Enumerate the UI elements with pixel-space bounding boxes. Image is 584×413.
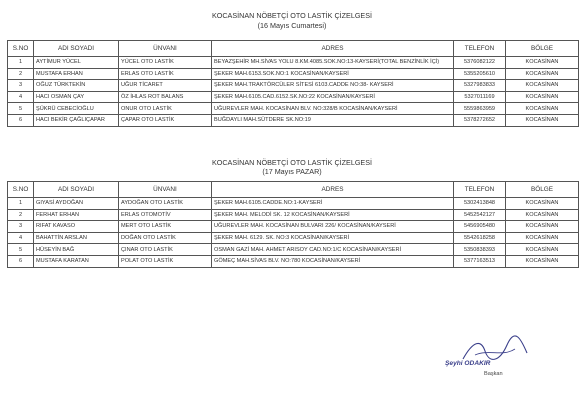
cell-title: POLAT OTO LASTİK: [119, 255, 212, 267]
cell-sno: 5: [8, 244, 34, 256]
cell-title: AYDOĞAN OTO LASTİK: [119, 198, 212, 210]
cell-region: KOCASİNAN: [506, 244, 579, 256]
cell-name: ŞÜKRÜ CEBECİOĞLU: [34, 103, 119, 115]
cell-phone: 5376082122: [454, 57, 506, 69]
table-row: [8, 232, 579, 244]
cell-phone: 5302413848: [454, 198, 506, 210]
cell-region: KOCASİNAN: [506, 68, 579, 80]
table-row: [8, 80, 579, 92]
column-header-sno: S.NO: [8, 41, 34, 57]
column-header-region: BÖLGE: [506, 182, 579, 198]
column-header-phone: TELEFON: [454, 182, 506, 198]
section-2-subtitle: (17 Mayıs PAZAR): [262, 167, 322, 176]
signature-role: Başkan: [484, 371, 503, 377]
cell-address: ŞEKER MAH.6153.SOK.NO:1 KOCASİNAN/KAYSERİ: [212, 68, 454, 80]
table-row: [8, 114, 579, 126]
cell-address: ŞEKER MAH.TRAKTÖRCÜLER SİTESİ 6103.CADDE NO:38- KAYSERİ: [212, 80, 454, 92]
cell-sno: 4: [8, 232, 34, 244]
cell-sno: 2: [8, 209, 34, 221]
cell-region: KOCASİNAN: [506, 221, 579, 233]
cell-sno: 6: [8, 114, 34, 126]
cell-phone: 5542618258: [454, 232, 506, 244]
column-header-address: ADRES: [212, 182, 454, 198]
cell-phone: 5327983833: [454, 80, 506, 92]
column-header-address: ADRES: [212, 41, 454, 57]
cell-title: ÇINAR OTO LASTİK: [119, 244, 212, 256]
cell-title: ERLAS OTO LASTİK: [119, 68, 212, 80]
cell-title: ÇAPAR OTO LASTİK: [119, 114, 212, 126]
cell-title: ÖZ İHLAS ROT BALANS: [119, 91, 212, 103]
cell-region: KOCASİNAN: [506, 91, 579, 103]
cell-address: BUĞDAYLI MAH.SÜTDERE SK.NO:19: [212, 114, 454, 126]
column-header-title: ÜNVANI: [119, 41, 212, 57]
column-header-phone: TELEFON: [454, 41, 506, 57]
cell-name: OĞUZ TÜRKTEKİN: [34, 80, 119, 92]
cell-title: MERT OTO LASTİK: [119, 221, 212, 233]
table-row: [8, 91, 579, 103]
cell-sno: 3: [8, 80, 34, 92]
cell-sno: 4: [8, 91, 34, 103]
cell-sno: 1: [8, 198, 34, 210]
column-header-name: ADI SOYADI: [34, 182, 119, 198]
cell-region: KOCASİNAN: [506, 255, 579, 267]
table-row: [8, 57, 579, 69]
cell-name: AYTİMUR YÜCEL: [34, 57, 119, 69]
cell-address: ŞEKER MAH.6105.CAD.6152.SK.NO:22 KOCASİNAN/KAYSERİ: [212, 91, 454, 103]
cell-name: HACI BEKİR ÇAĞLIÇAPAR: [34, 114, 119, 126]
cell-title: YÜCEL OTO LASTİK: [119, 57, 212, 69]
cell-address: BEYAZŞEHİR MH.SİVAS YOLU 8.KM.4085.SOK.NO:13-KAYSERİ(TOTAL BENZİNLİK İÇİ): [212, 57, 454, 69]
cell-address: OSMAN GAZİ MAH. AHMET ARISOY CAD.NO:1/C KOCASİNAN/KAYSERİ: [212, 244, 454, 256]
cell-name: FERHAT ERHAN: [34, 209, 119, 221]
cell-region: KOCASİNAN: [506, 209, 579, 221]
cell-region: KOCASİNAN: [506, 232, 579, 244]
cell-name: RIFAT KAVASO: [34, 221, 119, 233]
cell-name: GIYASİ AYDOĞAN: [34, 198, 119, 210]
section-2-title: KOCASİNAN NÖBETÇİ OTO LASTİK ÇİZELGESİ: [211, 158, 373, 167]
section-1-subtitle: (16 Mayıs Cumartesi): [257, 21, 327, 30]
cell-address: GÖMEÇ MAH.SİVAS BLV. NO:780 KOCASİNAN/KAYSERİ: [212, 255, 454, 267]
cell-title: UĞUR TİCARET: [119, 80, 212, 92]
roster-table-1: [7, 40, 579, 127]
cell-address: UĞUREVLER MAH. KOCASİNAN BLV. NO:328/B KOCASİNAN/KAYSERİ: [212, 103, 454, 115]
column-header-region: BÖLGE: [506, 41, 579, 57]
cell-phone: 5327011169: [454, 91, 506, 103]
cell-address: ŞEKER MAH. MELODİ SK. 12 KOCASİNAN/KAYSERİ: [212, 209, 454, 221]
cell-sno: 6: [8, 255, 34, 267]
table-row: [8, 221, 579, 233]
cell-region: KOCASİNAN: [506, 57, 579, 69]
cell-phone: 5377163513: [454, 255, 506, 267]
cell-address: UĞUREVLER MAH. KOCASİNAN BULVARI 226/ KOCASİNAN/KAYSERİ: [212, 221, 454, 233]
column-header-name: ADI SOYADI: [34, 41, 119, 57]
cell-region: KOCASİNAN: [506, 103, 579, 115]
cell-address: ŞEKER MAH. 6129. SK. NO:3 KOCASİNAN/KAYSERİ: [212, 232, 454, 244]
table-row: [8, 209, 579, 221]
cell-region: KOCASİNAN: [506, 114, 579, 126]
cell-name: HÜSEYİN BAĞ: [34, 244, 119, 256]
cell-phone: 5452542127: [454, 209, 506, 221]
column-header-title: ÜNVANI: [119, 182, 212, 198]
table-row: [8, 68, 579, 80]
table-row: [8, 244, 579, 256]
cell-address: ŞEKER MAH.6105.CADDE.NO:1-KAYSERİ: [212, 198, 454, 210]
cell-name: MUSTAFA KARATAN: [34, 255, 119, 267]
cell-sno: 1: [8, 57, 34, 69]
cell-title: DOĞAN OTO LASTİK: [119, 232, 212, 244]
table-row: [8, 103, 579, 115]
cell-phone: 5350838393: [454, 244, 506, 256]
cell-name: MUSTAFA ERHAN: [34, 68, 119, 80]
cell-sno: 5: [8, 103, 34, 115]
signature-name: Şeyhi ODAKIR: [445, 360, 491, 367]
roster-table-2: [7, 181, 579, 268]
cell-phone: 5456905480: [454, 221, 506, 233]
cell-region: KOCASİNAN: [506, 198, 579, 210]
table-header-row: [8, 182, 579, 198]
cell-sno: 3: [8, 221, 34, 233]
cell-phone: 5378272652: [454, 114, 506, 126]
cell-phone: 5355205610: [454, 68, 506, 80]
cell-title: ONUR OTO LASTİK: [119, 103, 212, 115]
cell-name: HACI OSMAN ÇAY: [34, 91, 119, 103]
cell-title: ERLAS OTOMOTİV: [119, 209, 212, 221]
cell-name: BAHATTİN ARSLAN: [34, 232, 119, 244]
cell-sno: 2: [8, 68, 34, 80]
table-row: [8, 255, 579, 267]
table-row: [8, 198, 579, 210]
column-header-sno: S.NO: [8, 182, 34, 198]
cell-region: KOCASİNAN: [506, 80, 579, 92]
table-header-row: [8, 41, 579, 57]
cell-phone: 5559863959: [454, 103, 506, 115]
section-1-title: KOCASİNAN NÖBETÇİ OTO LASTİK ÇİZELGESİ: [211, 11, 373, 20]
